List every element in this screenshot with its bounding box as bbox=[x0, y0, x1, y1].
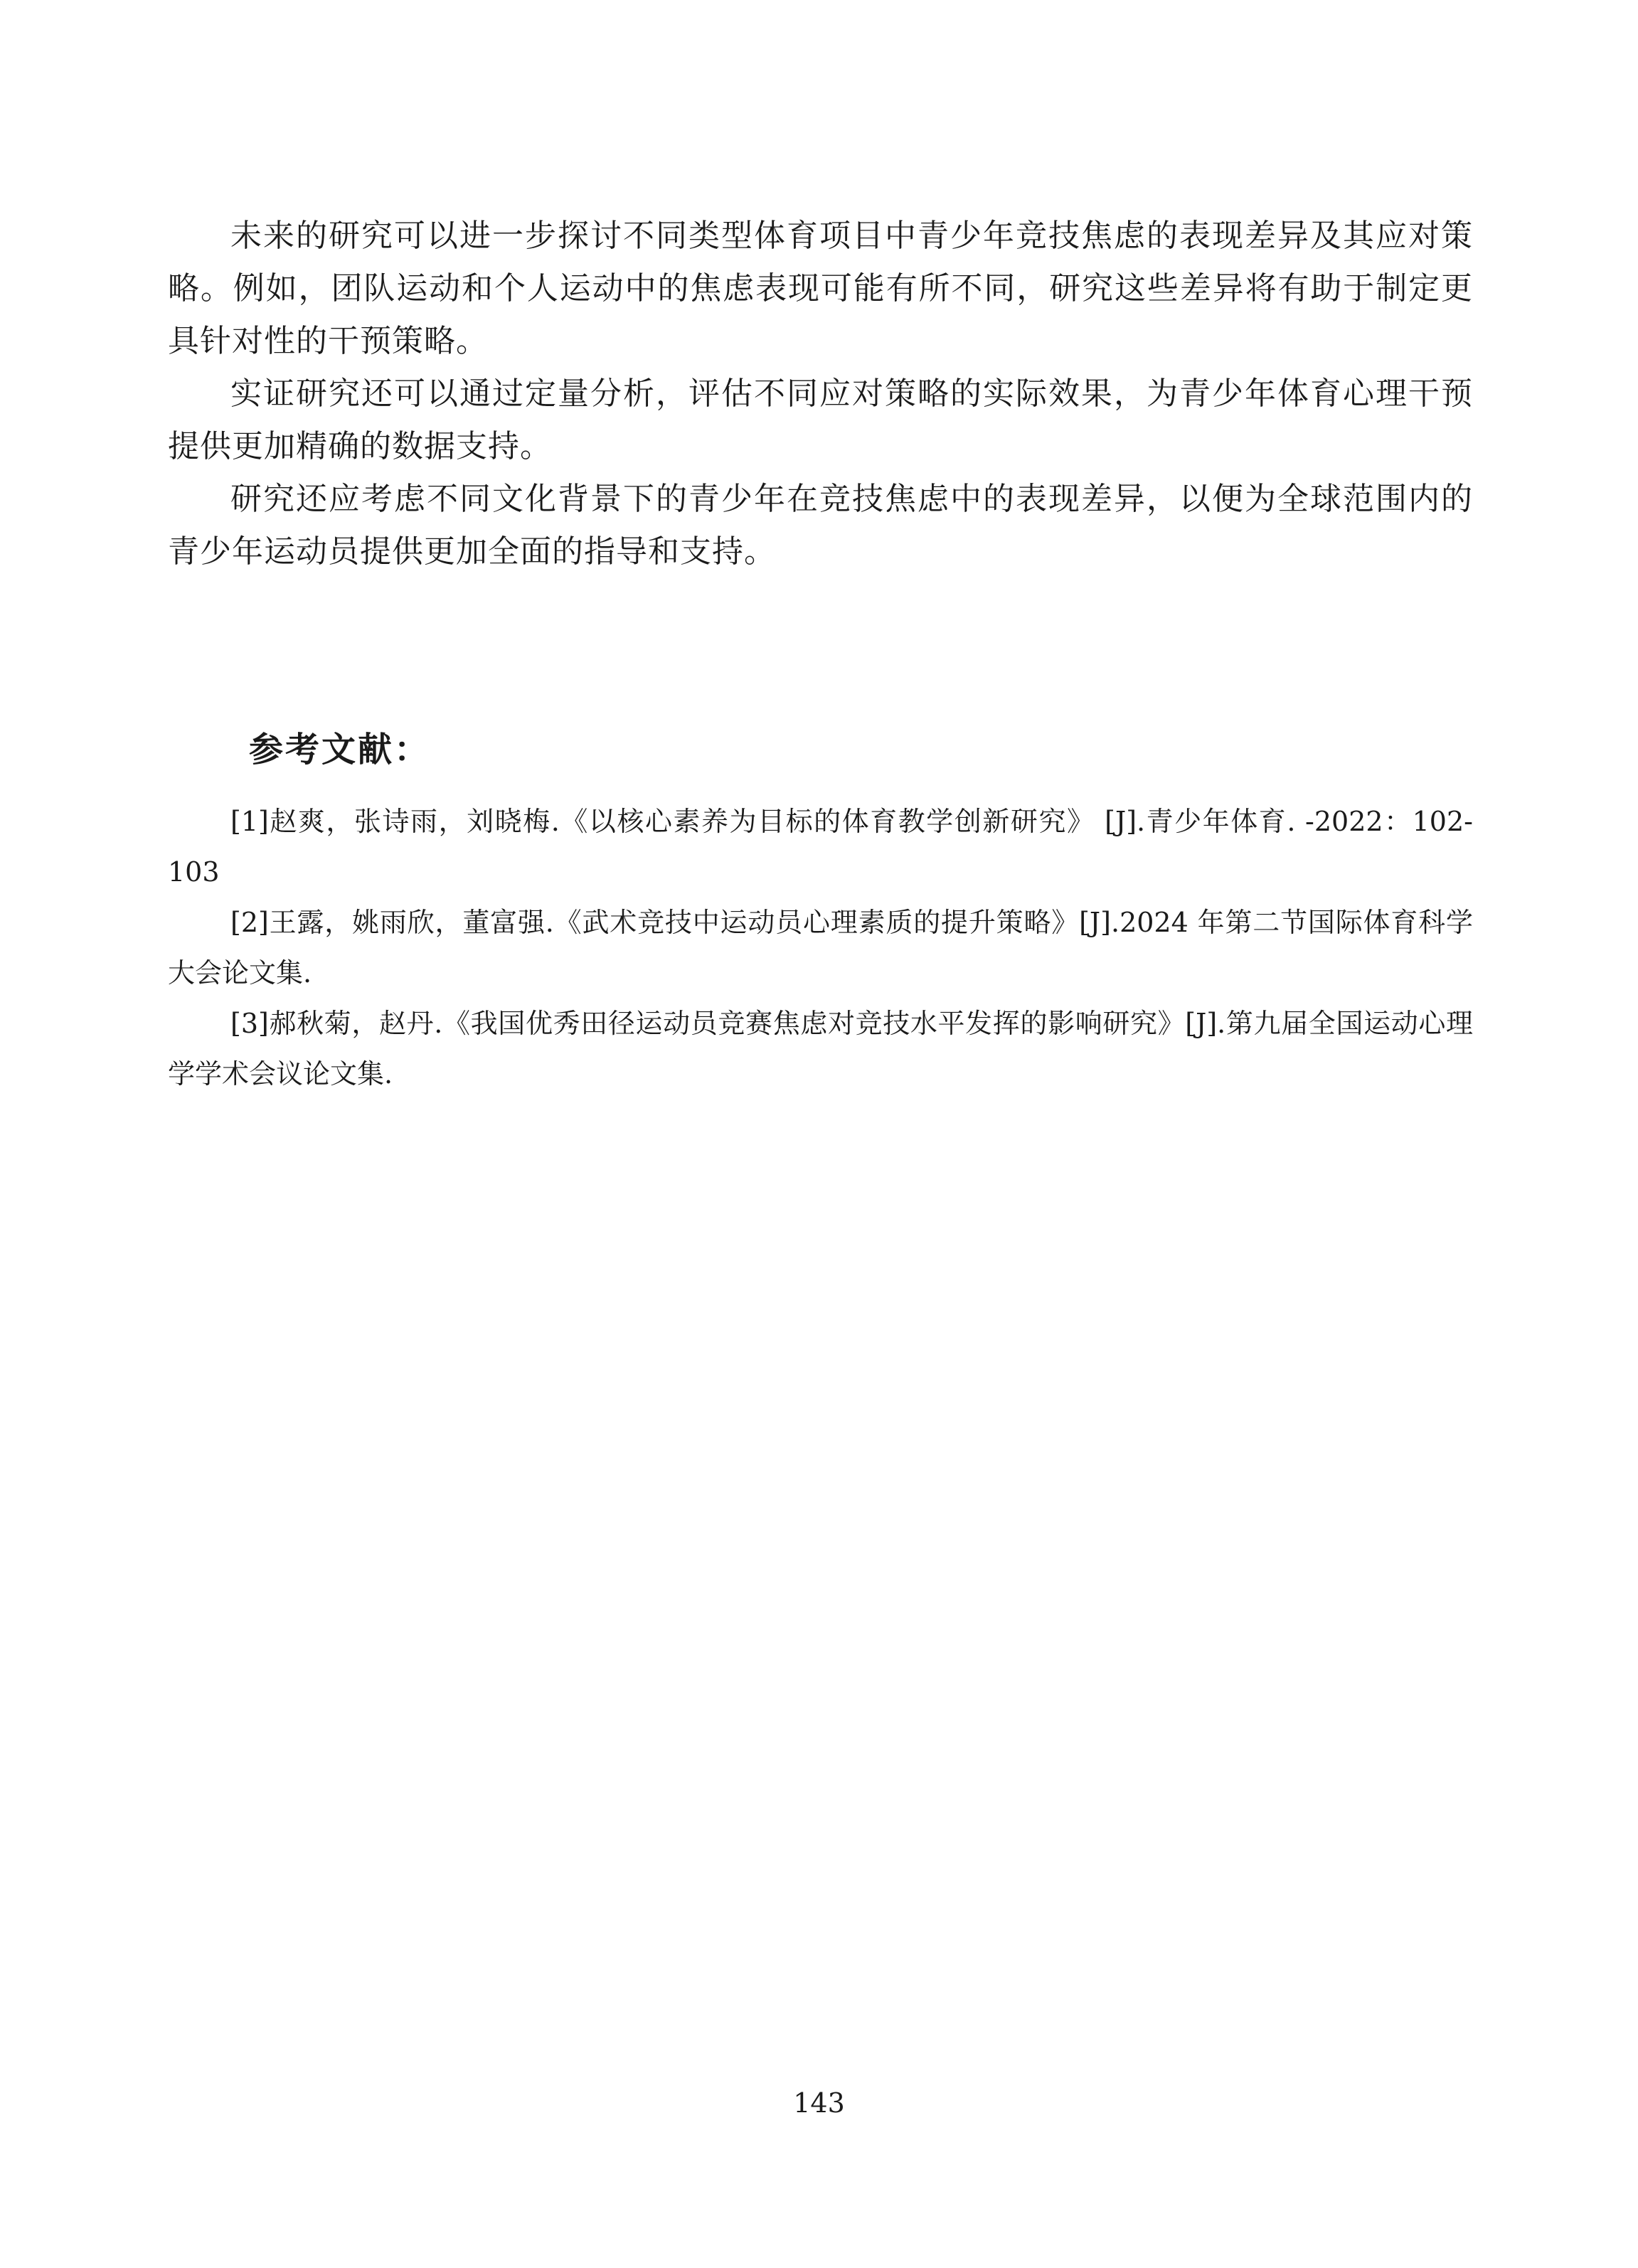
body-paragraph: 研究还应考虑不同文化背景下的青少年在竞技焦虑中的表现差异，以便为全球范围内的青少年运动员提供更加全面的指导和支持。 bbox=[168, 481, 1473, 570]
body-paragraph: 实证研究还可以通过定量分析，评估不同应对策略的实际效果，为青少年体育心理干预提供更加精确的数据支持。 bbox=[168, 376, 1473, 464]
body-paragraph: 未来的研究可以进一步探讨不同类型体育项目中青少年竞技焦虑的表现差异及其应对策略。例如，团队运动和个人运动中的焦虑表现可能有所不同，研究这些差异将有助于制定更具针对性的干预策略。 bbox=[168, 218, 1473, 359]
page-number: 143 bbox=[793, 2087, 845, 2119]
reference-item: [1]赵爽，张诗雨，刘晓梅.《以核心素养为目标的体育教学创新研究》 [J].青少年体育. -2022：102-103 bbox=[168, 806, 1473, 888]
reference-item: [2]王露，姚雨欣，董富强.《武术竞技中运动员心理素质的提升策略》[J].2024 年第二节国际体育科学大会论文集. bbox=[168, 907, 1473, 989]
reference-item: [3]郝秋菊，赵丹.《我国优秀田径运动员竞赛焦虑对竞技水平发挥的影响研究》[J].第九届全国运动心理学学术会议论文集. bbox=[168, 1008, 1473, 1090]
references-list bbox=[168, 797, 1473, 1100]
body-text bbox=[168, 210, 1473, 578]
references-heading: 参考文献： bbox=[249, 730, 431, 770]
